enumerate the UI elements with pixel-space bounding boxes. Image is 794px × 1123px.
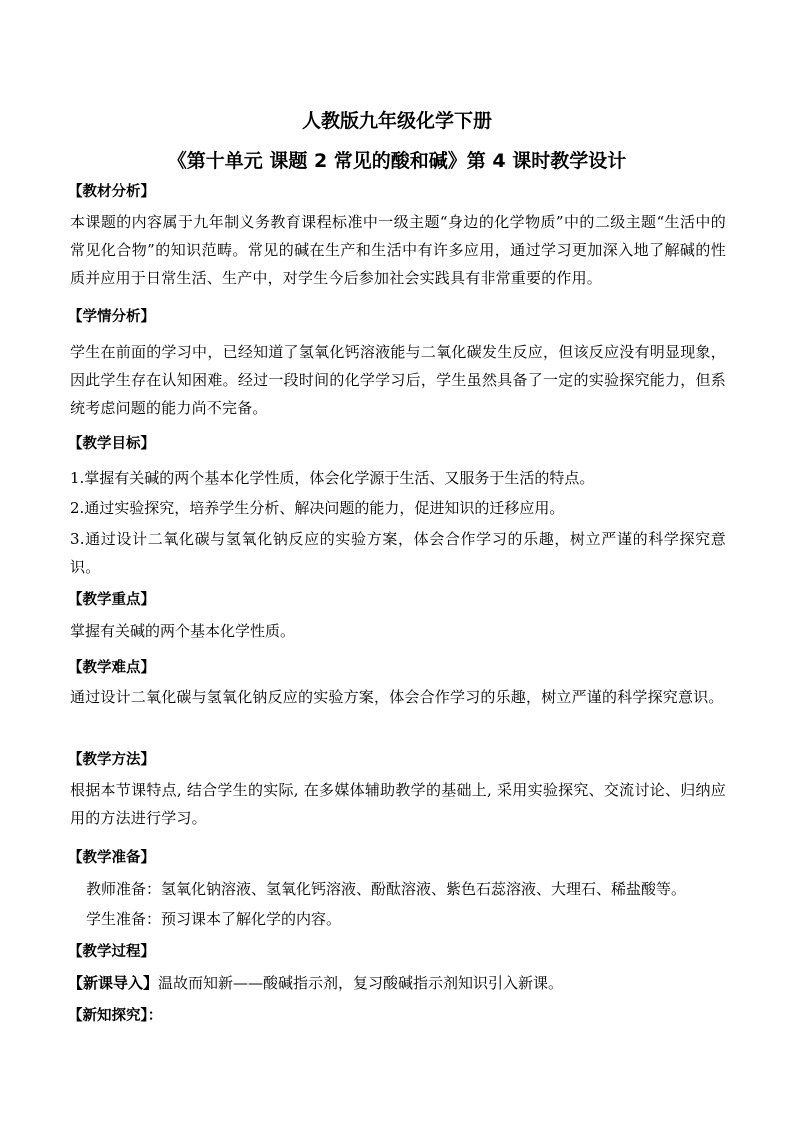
heading-teaching-objectives: 【教学目标】 — [68, 436, 155, 452]
heading-teaching-methods: 【教学方法】 — [68, 752, 155, 768]
paragraph-student-analysis: 学生在前面的学习中，已经知道了氢氧化钙溶液能与二氧化碳发生反应，但该反应没有明显现象，因此学生存在认知困难。经过一段时间的化学学习后，学生虽然具备了一定的实验探究能力，但系统考虑问题的能力尚不完备。 — [70, 343, 726, 417]
heading-preparation: 【教学准备】 — [68, 850, 155, 866]
heading-key-points: 【教学重点】 — [68, 592, 155, 608]
objective-item-2: 2.通过实验探究，培养学生分析、解决问题的能力，促进知识的迁移应用。 — [70, 499, 565, 517]
intro-label: 【新课导入】 — [68, 974, 159, 992]
document-title: 人教版九年级化学下册 — [301, 110, 492, 132]
paragraph-teaching-methods: 根据本节课特点, 结合学生的实际, 在多媒体辅助教学的基础上, 采用实验探究、交流讨论、归纳应用的方法进行学习。 — [70, 781, 726, 827]
new-lesson-intro — [68, 972, 563, 993]
heading-material-analysis: 【教材分析】 — [68, 184, 155, 200]
objective-item-1: 1.掌握有关碱的两个基本化学性质，体会化学源于生活、又服务于生活的特点。 — [70, 469, 595, 487]
heading-new-knowledge-explore: 【新知探究】： — [68, 1008, 163, 1024]
objective-item-3: 3.通过设计二氧化碳与氢氧化钠反应的实验方案，体会合作学习的乐趣，树立严谨的科学探究意识。 — [70, 530, 726, 576]
teacher-preparation: 教师准备：氢氧化钠溶液、氢氧化钙溶液、酚酞溶液、紫色石蕊溶液、大理石、稀盐酸等。 — [86, 880, 687, 898]
document-subtitle: 《第十单元 课题 2 常见的酸和碱》第 4 课时教学设计 — [167, 150, 627, 172]
heading-student-analysis: 【学情分析】 — [68, 309, 155, 325]
intro-text: 温故而知新——酸碱指示剂，复习酸碱指示剂知识引入新课。 — [158, 974, 564, 992]
heading-teaching-process: 【教学过程】 — [68, 944, 155, 960]
heading-difficulties: 【教学难点】 — [68, 660, 155, 676]
paragraph-key-points: 掌握有关碱的两个基本化学性质。 — [70, 622, 296, 640]
student-preparation: 学生准备：预习课本了解化学的内容。 — [86, 910, 342, 928]
paragraph-difficulties: 通过设计二氧化碳与氢氧化钠反应的实验方案，体会合作学习的乐趣，树立严谨的科学探究意识。 — [70, 688, 724, 706]
paragraph-material-analysis: 本课题的内容属于九年制义务教育课程标准中一级主题“身边的化学物质”中的二级主题“生活中的常见化合物”的知识范畴。常见的碱在生产和生活中有许多应用，通过学习更加深入地了解碱的性质并应用于日常生活、生产中，对学生今后参加社会实践具有非常重要的作用。 — [70, 213, 726, 287]
